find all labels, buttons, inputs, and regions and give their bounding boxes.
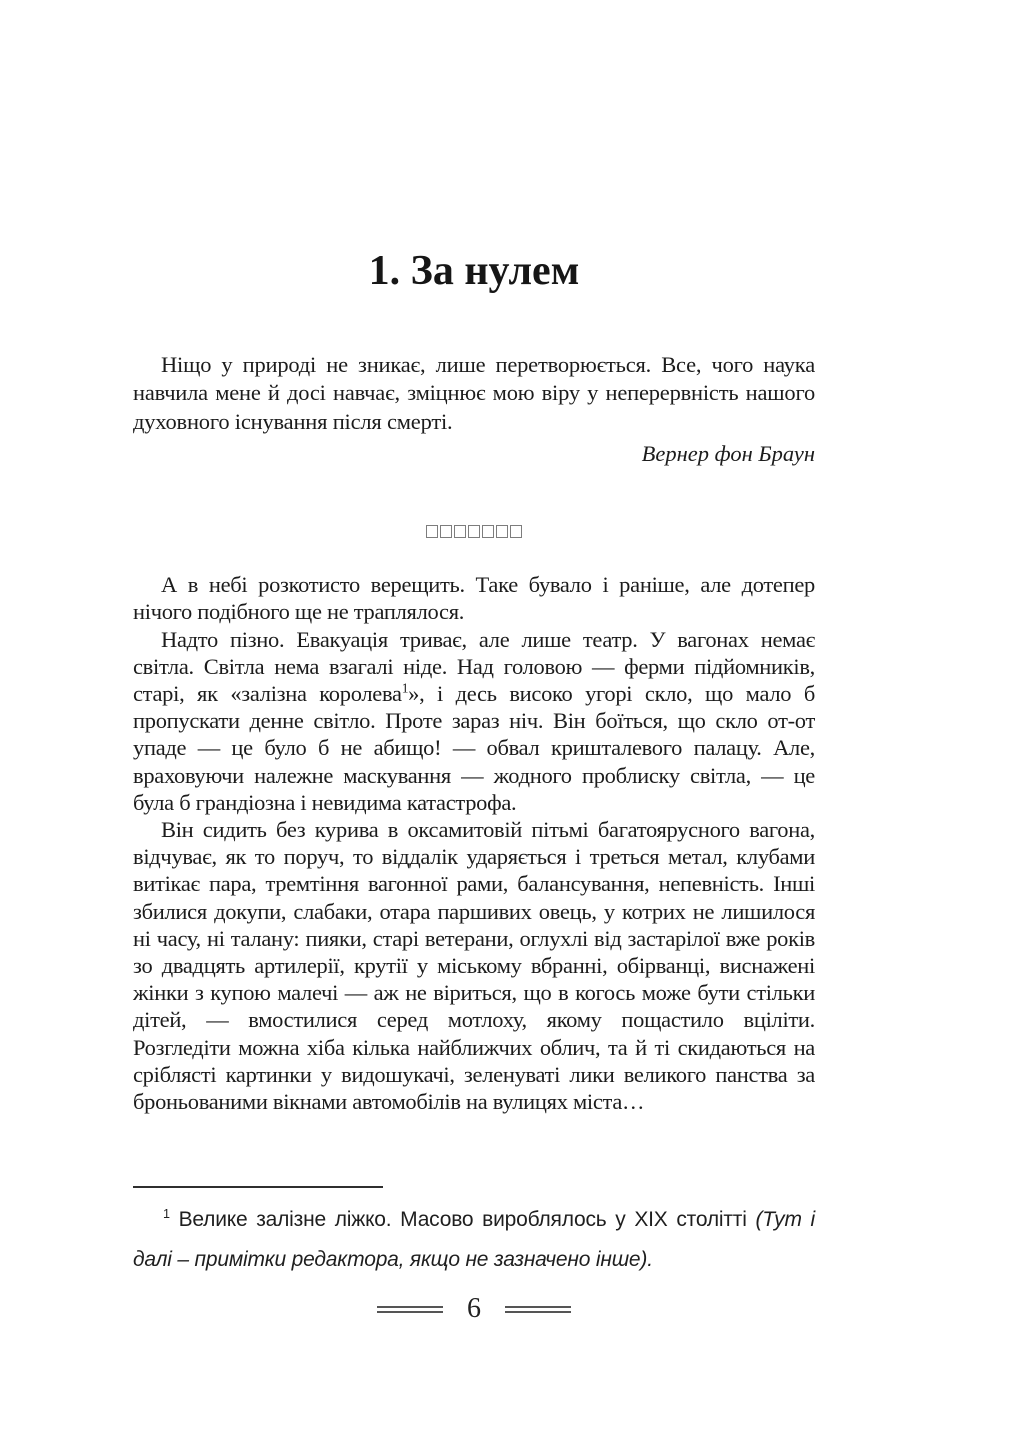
text-block [133, 0, 815, 1115]
footnote-reference-marker: 1 [401, 680, 409, 696]
epigraph-attribution: Вернер фон Браун [641, 441, 815, 467]
footnote-separator-rule [133, 1186, 383, 1188]
section-separator [133, 524, 815, 538]
body-paragraph: Він сидить без курива в оксамитовій пітьмі багатоярусного вагона, відчуває, як то поруч, то віддалік ударяється і треться метал, клубами витікає пара, тремтіння вагонної рами, балансування, непевність. Інші збилися докупи, слабаки, отара паршивих овець, у котрих не лишилося ні часу, ні талану: пияки, старі ветерани, оглухлі від застарілої вже років зо двадцять артилерії, крутії у міському вбранні, обірванці, виснажені жінки з купою малечі — аж не віриться, що в когось може бути стільки дітей, — вмостилися серед мотлоху, якому пощастило вціліти. Розгледіти можна хіба кілька найближчих облич, та й ті скидаються на сріблясті картинки у видошукачі, зеленуваті лики великого панства за броньованими вікнами автомобілів на вулицях міста… [133, 817, 815, 1115]
separator-square-icon [482, 525, 494, 538]
footnote-section [133, 1186, 815, 1280]
page-footer [133, 1294, 815, 1324]
separator-square-icon [440, 525, 452, 538]
epigraph-text: Ніщо у природі не зникає, лише перетворюється. Все, чого наука навчила мене й досі навчає, зміцнює мою віру у неперервність нашого духовного існування після смерті. [133, 352, 815, 434]
footer-rule-left [377, 1306, 443, 1313]
page-number: 6 [467, 1293, 481, 1324]
body-paragraph: А в небі розкотисто верещить. Таке бувало і раніше, але дотепер нічого подібного ще не траплялося. [133, 572, 815, 625]
separator-square-icon [510, 525, 522, 538]
body-paragraph: Надто пізно. Евакуація триває, але лише театр. У вагонах немає світла. Світла нема взагалі ніде. Над головою — ферми підйомників, старі, як «залізна королева$^1$», і десь високо угорі скло, що мало б пропускати денне світло. Проте зараз ніч. Він боїться, що скло от-от упаде — це було б не абищо! — обвал кришталевого палацу. Але, враховуючи належне маскування — жодного проблиску світла, — це була б грандіозна і невидима катастрофа. [133, 626, 815, 815]
body-text [133, 571, 815, 1115]
separator-square-icon [454, 525, 466, 538]
footnote-text: $^1$ Велике залізне ліжко. Масово вироблялось у XIX столітті (Тут і далі – примітки редактора, якщо не зазначено інше). [133, 1207, 815, 1271]
footer-rule-right [505, 1306, 571, 1313]
separator-square-icon [496, 525, 508, 538]
separator-square-icon [426, 525, 438, 538]
footnote-reference-marker: 1 [163, 1207, 170, 1221]
chapter-title: 1. За нулем [368, 248, 580, 294]
separator-square-icon [468, 525, 480, 538]
